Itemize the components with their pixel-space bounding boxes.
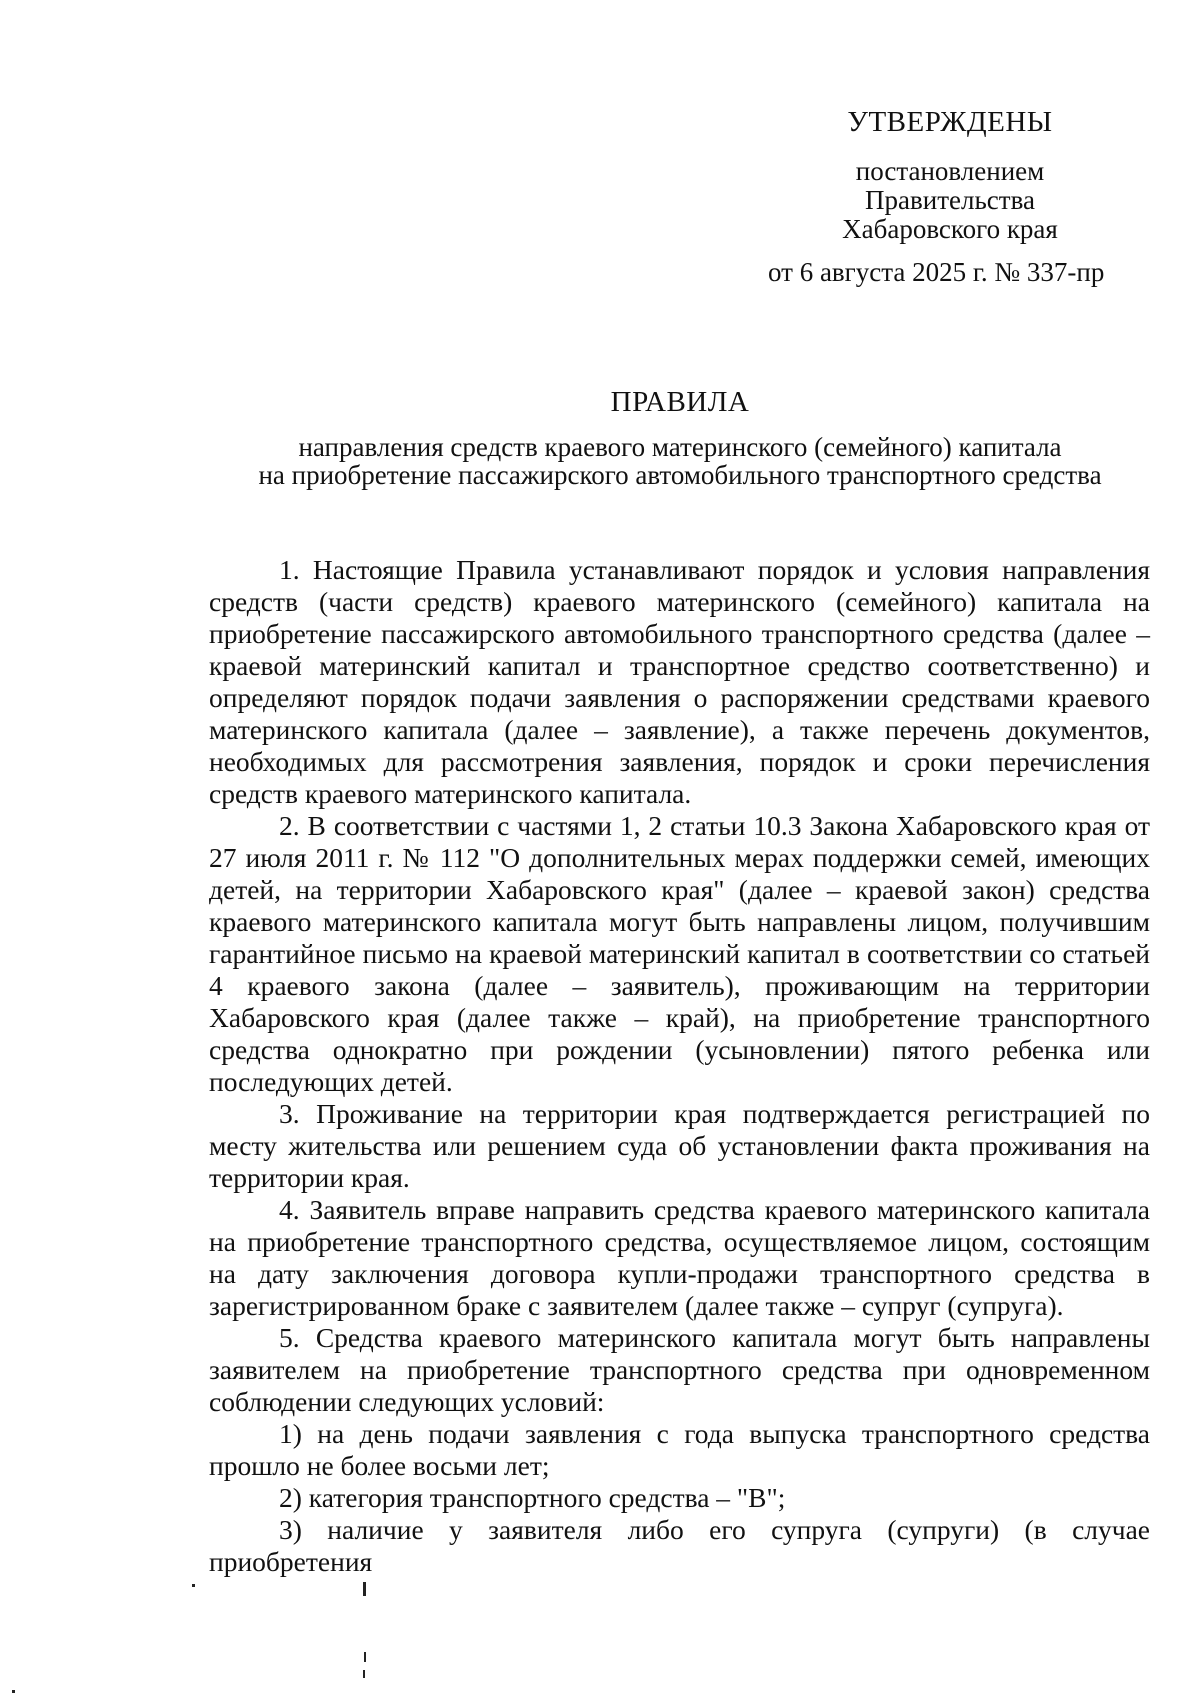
document-title-block bbox=[210, 386, 1150, 489]
scan-artifact-mark bbox=[363, 1582, 366, 1596]
approved-heading: УТВЕРЖДЕНЫ bbox=[847, 106, 1053, 138]
paragraph-3: 3. Проживание на территории края подтверждается регистрацией по месту жительства или решением суда об установлении факта проживания на территории края. bbox=[209, 1098, 1150, 1193]
document-subtitle-line-2: на приобретение пассажирского автомобильного транспортного средства bbox=[258, 460, 1102, 490]
scan-artifact-dot bbox=[12, 1690, 15, 1693]
paragraph-1: 1. Настоящие Правила устанавливают порядок и условия направления средств (части средств) краевого материнского (семейного) капитала на приобретение пассажирского автомобильного транспортного средства (далее – краевой материнский капитал и транспортное средство соответственно) и определяют порядок подачи заявления о распоряжении средствами краевого материнского капитала (далее – заявление), а также перечень документов, необходимых для рассмотрения заявления, порядок и сроки перечисления средств краевого материнского капитала. bbox=[209, 554, 1150, 809]
scan-artifact-mark bbox=[363, 1670, 365, 1678]
scan-artifact-dot bbox=[192, 1584, 195, 1587]
list-item-3: 3) наличие у заявителя либо его супруга (супруги) (в случае приобретения bbox=[209, 1514, 1150, 1577]
paragraph-4: 4. Заявитель вправе направить средства краевого материнского капитала на приобретение транспортного средства, осуществляемое лицом, состоящим на дату заключения договора купли-продажи транспортного средства в зарегистрированном браке с заявителем (далее также – супруг (супруга). bbox=[209, 1194, 1150, 1321]
approved-by-decree: постановлением bbox=[855, 156, 1045, 186]
approved-government: Правительства bbox=[865, 185, 1035, 215]
paragraph-2: 2. В соответствии с частями 1, 2 статьи 10.3 Закона Хабаровского края от 27 июля 2011 г. № 112 "О дополнительных мерах поддержки семей, имеющих детей, на территории Хабаровского края" (далее – краевой закон) средства краевого материнского капитала могут быть направлены лицом, получившим гарантийное письмо на краевой материнский капитал в соответствии со статьей 4 краевого закона (далее – заявитель), проживающим на территории Хабаровского края (далее также – край), на приобретение транспортного средства однократно при рождении (усыновлении) пятого ребенка или последующих детей. bbox=[209, 810, 1150, 1097]
scan-artifact-mark bbox=[364, 1652, 366, 1662]
document-title: ПРАВИЛА bbox=[610, 386, 750, 418]
approved-region: Хабаровского края bbox=[842, 214, 1058, 244]
decree-date-number: от 6 августа 2025 г. № 337-пр bbox=[768, 257, 1105, 287]
document-body bbox=[209, 554, 1150, 1578]
approval-stamp-block bbox=[770, 108, 1130, 287]
paragraph-5: 5. Средства краевого материнского капитала могут быть направлены заявителем на приобретение транспортного средства при одновременном соблюдении следующих условий: bbox=[209, 1322, 1150, 1417]
document-subtitle-line-1: направления средств краевого материнского (семейного) капитала bbox=[298, 432, 1062, 462]
list-item-2: 2) категория транспортного средства – "В"; bbox=[279, 1482, 786, 1513]
list-item-1: 1) на день подачи заявления с года выпуска транспортного средства прошло не более восьми лет; bbox=[209, 1418, 1150, 1481]
